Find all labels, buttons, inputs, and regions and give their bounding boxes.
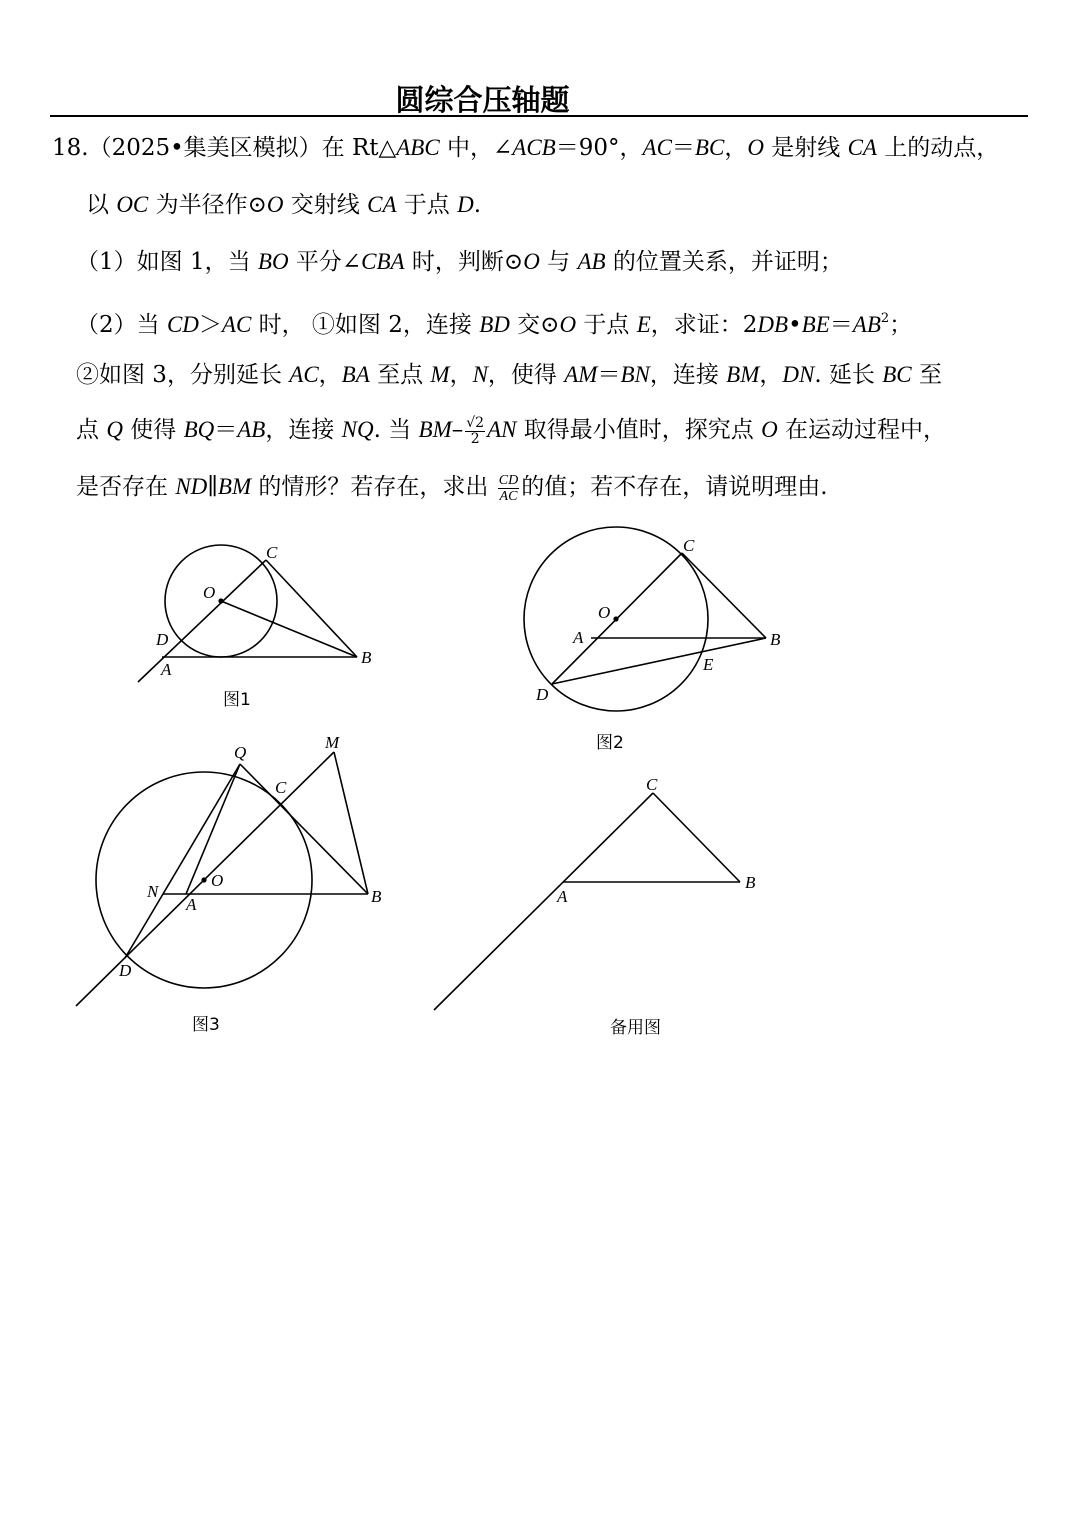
problem-line-6: 点 Q 使得 BQ＝AB，连接 NQ. 当 BM– $\frac{√2}{2}$ AN 取得最小值时，探究点 O 在运动过程中， — [76, 414, 947, 447]
fig3-segment-mb — [334, 752, 368, 894]
fig1-caption: 图1 — [223, 690, 251, 710]
fig3-label-d: D — [119, 961, 132, 980]
problem-part-1: （1）如图 1，当 BO 平分∠CBA 时，判断⊙O 与 AB 的位置关系，并证明； — [76, 249, 843, 275]
fig3-label-c: C — [275, 778, 287, 797]
fig1-label-b: B — [361, 648, 372, 667]
fig2-label-b: B — [770, 630, 781, 649]
fig3-label-o: O — [211, 871, 224, 890]
fig2-segment-db — [552, 638, 766, 684]
problem-line-7: 是否存在 ND∥BM 的情形？若存在，求出 $\frac{CD}{AC}$ 的值；若不存在，请说明理由. — [76, 472, 828, 504]
fig1-label-o: O — [203, 583, 216, 602]
fig1-label-d: D — [156, 630, 169, 649]
problem-line-1: 18.（2025•集美区模拟）在 Rt△ABC 中，∠ACB＝90°，AC＝BC，O 是射线 CA 上的动点， — [52, 135, 1000, 161]
fig3-label-b: B — [371, 887, 382, 906]
fig2-caption: 图2 — [596, 733, 624, 753]
fig3-segment-qb — [240, 764, 368, 894]
fig3-segment-nq — [163, 764, 240, 894]
fig3-center-point — [201, 877, 206, 882]
fig2-center-point — [613, 616, 618, 621]
fig4-caption: 备用图 — [610, 1018, 661, 1038]
fraction-sqrt2-over-2: $\frac{√2}{2}$ — [466, 414, 485, 447]
problem-part-2-sub-2: ②如图 3，分别延长 AC，BA 至点 M，N，使得 AM＝BN，连接 BM，DN. 延长 BC 至 — [76, 362, 942, 388]
problem-line-2: 以 OC 为半径作⊙O 交射线 CA 于点 D. — [86, 192, 482, 218]
fig4-label-b: B — [745, 873, 756, 892]
fig2-label-d: D — [536, 685, 549, 704]
fig4-label-c: C — [646, 775, 658, 794]
fig4-label-a: A — [557, 887, 568, 906]
page-title: 圆综合压轴题 — [395, 83, 570, 117]
fig2-label-c: C — [683, 536, 695, 555]
fraction-cd-over-ac: $\frac{CD}{AC}$ — [498, 472, 519, 504]
fig1-center-point — [218, 598, 223, 603]
figure-4 — [434, 793, 740, 1010]
fig4-ray-ca — [434, 793, 653, 1010]
fig1-ray-ca — [138, 560, 266, 682]
fig3-label-q: Q — [234, 743, 247, 762]
fig2-label-a: A — [573, 628, 584, 647]
fig2-label-e: E — [703, 655, 714, 674]
problem-part-2: （2）当 CD＞AC 时， ①如图 2，连接 BD 交⊙O 于点 E，求证：$2DB•BE=AB^2$； — [76, 311, 913, 338]
figure-2 — [524, 527, 766, 711]
fig1-label-a: A — [161, 660, 172, 679]
fig1-segment-cb — [266, 560, 357, 657]
fig4-segment-cb — [653, 793, 740, 882]
fig2-segment-cb — [682, 553, 766, 638]
fig3-label-m: M — [325, 733, 340, 752]
fig3-label-n: N — [147, 882, 159, 901]
fig3-caption: 图3 — [192, 1015, 220, 1035]
fig1-segment-ob — [221, 601, 357, 657]
fig2-label-o: O — [598, 603, 611, 622]
fig3-label-a: A — [186, 895, 197, 914]
fig1-label-c: C — [266, 543, 278, 562]
